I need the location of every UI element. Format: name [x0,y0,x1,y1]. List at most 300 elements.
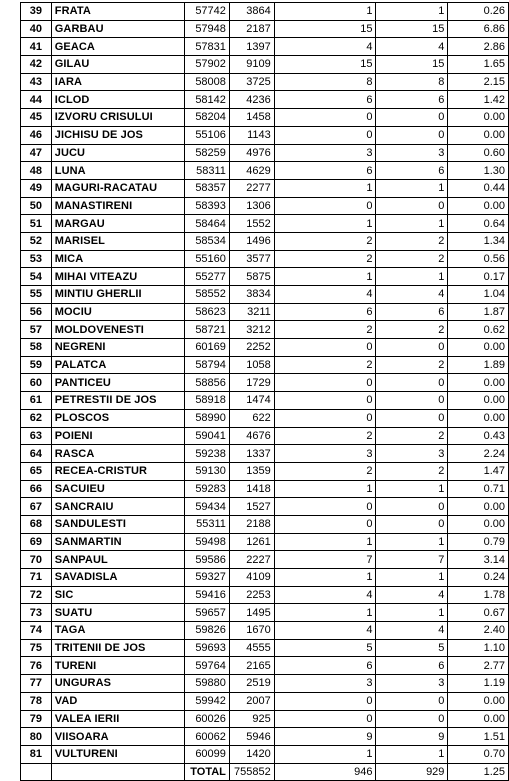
table-row [21,126,509,144]
count-a: 2 [274,356,376,374]
percentage: 0.00 [448,109,509,127]
percentage: 1.47 [448,462,509,480]
count-b: 6 [376,657,448,675]
count-b: 5 [376,639,448,657]
count-a: 8 [274,73,376,91]
locality-name: MOCIU [51,303,184,321]
row-number: 71 [21,569,52,587]
population: 3725 [229,73,274,91]
count-b: 1 [376,3,448,21]
siruta-code: 59657 [185,604,230,622]
siruta-code: 59283 [185,480,230,498]
population: 1397 [229,38,274,56]
siruta-code: 59880 [185,675,230,693]
count-b: 1 [376,215,448,233]
percentage: 1.65 [448,56,509,74]
locality-name: SIC [51,586,184,604]
table-row [21,445,509,463]
total-row [21,763,509,781]
row-number: 43 [21,73,52,91]
row-number: 79 [21,710,52,728]
table-row [21,533,509,551]
percentage: 1.87 [448,303,509,321]
population: 1359 [229,462,274,480]
table-row [21,392,509,410]
siruta-code: 59130 [185,462,230,480]
siruta-code: 58794 [185,356,230,374]
table-row [21,710,509,728]
percentage: 0.62 [448,321,509,339]
percentage: 0.00 [448,197,509,215]
count-b: 2 [376,321,448,339]
siruta-code: 59826 [185,622,230,640]
population: 5946 [229,728,274,746]
percentage: 0.00 [448,692,509,710]
percentage: 2.15 [448,73,509,91]
siruta-code: 59942 [185,692,230,710]
population: 4629 [229,162,274,180]
row-number: 44 [21,91,52,109]
row-number: 75 [21,639,52,657]
percentage: 1.89 [448,356,509,374]
locality-name: NEGRENI [51,339,184,357]
count-a: 15 [274,20,376,38]
percentage: 0.00 [448,374,509,392]
locality-name: VAD [51,692,184,710]
locality-name: TAGA [51,622,184,640]
count-a: 0 [274,197,376,215]
locality-name: IARA [51,73,184,91]
count-a: 1 [274,745,376,763]
table-row [21,215,509,233]
count-b: 6 [376,91,448,109]
percentage: 1.19 [448,675,509,693]
locality-name: GEACA [51,38,184,56]
count-a: 7 [274,551,376,569]
siruta-code: 59327 [185,569,230,587]
percentage: 0.17 [448,268,509,286]
percentage: 0.71 [448,480,509,498]
table-row [21,462,509,480]
count-a: 0 [274,109,376,127]
population: 925 [229,710,274,728]
locality-name: MINTIU GHERLII [51,286,184,304]
row-number: 60 [21,374,52,392]
population: 2277 [229,179,274,197]
count-a: 1 [274,3,376,21]
siruta-code: 55160 [185,250,230,268]
count-b: 0 [376,197,448,215]
count-b: 6 [376,303,448,321]
population: 1527 [229,498,274,516]
population: 3834 [229,286,274,304]
locality-name: VULTURENI [51,745,184,763]
count-b: 2 [376,462,448,480]
table-row [21,232,509,250]
count-b: 6 [376,162,448,180]
percentage: 0.70 [448,745,509,763]
total-pct: 1.25 [448,763,509,781]
row-number: 66 [21,480,52,498]
siruta-code: 59416 [185,586,230,604]
locality-name: PLOSCOS [51,409,184,427]
population: 1261 [229,533,274,551]
locality-name: FRATA [51,3,184,21]
row-number: 62 [21,409,52,427]
locality-name: PALATCA [51,356,184,374]
population: 9109 [229,56,274,74]
locality-name: MAGURI-RACATAU [51,179,184,197]
table-row [21,144,509,162]
locality-name: MICA [51,250,184,268]
count-b: 1 [376,604,448,622]
locality-name: ICLOD [51,91,184,109]
population: 622 [229,409,274,427]
row-number: 53 [21,250,52,268]
siruta-code: 60062 [185,728,230,746]
percentage: 1.10 [448,639,509,657]
percentage: 0.00 [448,710,509,728]
siruta-code: 58204 [185,109,230,127]
row-number: 77 [21,675,52,693]
siruta-code: 58311 [185,162,230,180]
count-a: 6 [274,162,376,180]
table-row [21,374,509,392]
population: 3211 [229,303,274,321]
population: 1458 [229,109,274,127]
data-table [20,2,509,781]
population: 1496 [229,232,274,250]
population: 2007 [229,692,274,710]
siruta-code: 57831 [185,38,230,56]
percentage: 1.34 [448,232,509,250]
row-number: 73 [21,604,52,622]
table-row [21,339,509,357]
count-b: 1 [376,745,448,763]
locality-name: GILAU [51,56,184,74]
count-a: 2 [274,232,376,250]
population: 1474 [229,392,274,410]
table-row [21,303,509,321]
siruta-code: 57902 [185,56,230,74]
count-b: 2 [376,250,448,268]
row-number: 69 [21,533,52,551]
count-a: 4 [274,286,376,304]
percentage: 2.86 [448,38,509,56]
percentage: 0.60 [448,144,509,162]
row-number: 42 [21,56,52,74]
table-row [21,498,509,516]
row-number: 47 [21,144,52,162]
count-b: 8 [376,73,448,91]
count-a: 5 [274,639,376,657]
locality-name: POIENI [51,427,184,445]
percentage: 0.00 [448,515,509,533]
table-row [21,356,509,374]
table-row [21,604,509,622]
siruta-code: 58008 [185,73,230,91]
population: 2252 [229,339,274,357]
population: 3212 [229,321,274,339]
locality-name: MARISEL [51,232,184,250]
count-b: 4 [376,586,448,604]
locality-name: JUCU [51,144,184,162]
count-b: 1 [376,179,448,197]
siruta-code: 59238 [185,445,230,463]
locality-name: PANTICEU [51,374,184,392]
count-a: 2 [274,250,376,268]
row-number: 55 [21,286,52,304]
percentage: 1.51 [448,728,509,746]
siruta-code: 58918 [185,392,230,410]
count-b: 3 [376,144,448,162]
count-a: 6 [274,91,376,109]
count-b: 1 [376,569,448,587]
count-a: 1 [274,268,376,286]
spreadsheet [20,2,509,781]
population: 1670 [229,622,274,640]
count-b: 0 [376,392,448,410]
total-col1: 946 [274,763,376,781]
count-b: 7 [376,551,448,569]
percentage: 1.42 [448,91,509,109]
row-number: 45 [21,109,52,127]
count-a: 2 [274,427,376,445]
locality-name: VALEA IERII [51,710,184,728]
table-row [21,250,509,268]
table-row [21,639,509,657]
count-a: 0 [274,339,376,357]
row-number: 81 [21,745,52,763]
row-number: 57 [21,321,52,339]
count-a: 1 [274,569,376,587]
population: 2188 [229,515,274,533]
percentage: 0.00 [448,126,509,144]
siruta-code: 59693 [185,639,230,657]
siruta-code: 59498 [185,533,230,551]
population: 4236 [229,91,274,109]
locality-name: TURENI [51,657,184,675]
table-row [21,427,509,445]
locality-name: MOLDOVENESTI [51,321,184,339]
locality-name: UNGURAS [51,675,184,693]
siruta-code: 59764 [185,657,230,675]
siruta-code: 59586 [185,551,230,569]
percentage: 1.30 [448,162,509,180]
population: 2519 [229,675,274,693]
row-number: 68 [21,515,52,533]
locality-name: VIISOARA [51,728,184,746]
count-b: 15 [376,56,448,74]
count-b: 1 [376,533,448,551]
locality-name: JICHISU DE JOS [51,126,184,144]
count-a: 0 [274,692,376,710]
count-a: 2 [274,321,376,339]
population: 3864 [229,3,274,21]
percentage: 2.77 [448,657,509,675]
population: 1143 [229,126,274,144]
count-b: 0 [376,498,448,516]
siruta-code: 58534 [185,232,230,250]
row-number: 46 [21,126,52,144]
population: 2187 [229,20,274,38]
siruta-code: 60169 [185,339,230,357]
count-b: 0 [376,710,448,728]
table-row [21,286,509,304]
siruta-code: 60099 [185,745,230,763]
locality-name: SANCRAIU [51,498,184,516]
siruta-code: 58721 [185,321,230,339]
locality-name: IZVORU CRISULUI [51,109,184,127]
table-row [21,480,509,498]
count-a: 3 [274,144,376,162]
locality-name: MARGAU [51,215,184,233]
table-row [21,56,509,74]
table-row [21,728,509,746]
locality-name: SANPAUL [51,551,184,569]
row-number: 50 [21,197,52,215]
row-number: 64 [21,445,52,463]
count-a: 6 [274,303,376,321]
row-number: 58 [21,339,52,357]
row-number: 56 [21,303,52,321]
population: 3577 [229,250,274,268]
locality-name: SAVADISLA [51,569,184,587]
count-b: 0 [376,409,448,427]
count-a: 0 [274,710,376,728]
locality-name: SANMARTIN [51,533,184,551]
population: 1420 [229,745,274,763]
count-b: 4 [376,622,448,640]
population: 2253 [229,586,274,604]
count-a: 1 [274,480,376,498]
percentage: 0.00 [448,392,509,410]
total-blank-cell [51,763,184,781]
table-row [21,622,509,640]
count-a: 3 [274,445,376,463]
count-a: 0 [274,374,376,392]
count-b: 4 [376,38,448,56]
locality-name: MIHAI VITEAZU [51,268,184,286]
count-a: 1 [274,215,376,233]
table-row [21,162,509,180]
percentage: 0.24 [448,569,509,587]
locality-name: MANASTIRENI [51,197,184,215]
count-b: 4 [376,286,448,304]
siruta-code: 58393 [185,197,230,215]
count-a: 0 [274,409,376,427]
table-row [21,3,509,21]
count-a: 3 [274,675,376,693]
count-a: 4 [274,586,376,604]
total-label: TOTAL [185,763,230,781]
percentage: 0.00 [448,339,509,357]
row-number: 78 [21,692,52,710]
population: 4109 [229,569,274,587]
percentage: 0.43 [448,427,509,445]
locality-name: LUNA [51,162,184,180]
row-number: 39 [21,3,52,21]
population: 4555 [229,639,274,657]
count-b: 0 [376,374,448,392]
table-row [21,91,509,109]
total-population: 755852 [229,763,274,781]
siruta-code: 55277 [185,268,230,286]
population: 1337 [229,445,274,463]
percentage: 0.26 [448,3,509,21]
count-a: 1 [274,533,376,551]
count-b: 0 [376,339,448,357]
count-a: 9 [274,728,376,746]
percentage: 0.00 [448,409,509,427]
percentage: 1.04 [448,286,509,304]
population: 1306 [229,197,274,215]
row-number: 52 [21,232,52,250]
table-row [21,745,509,763]
count-b: 0 [376,109,448,127]
count-b: 1 [376,480,448,498]
count-b: 3 [376,675,448,693]
locality-name: TRITENII DE JOS [51,639,184,657]
siruta-code: 60026 [185,710,230,728]
table-row [21,569,509,587]
locality-name: RECEA-CRISTUR [51,462,184,480]
count-b: 9 [376,728,448,746]
count-b: 0 [376,515,448,533]
count-a: 1 [274,179,376,197]
siruta-code: 57948 [185,20,230,38]
count-a: 0 [274,126,376,144]
population: 1729 [229,374,274,392]
table-row [21,586,509,604]
count-b: 2 [376,427,448,445]
row-number: 63 [21,427,52,445]
count-a: 0 [274,515,376,533]
percentage: 1.78 [448,586,509,604]
percentage: 0.44 [448,179,509,197]
population: 1495 [229,604,274,622]
siruta-code: 58142 [185,91,230,109]
population: 4976 [229,144,274,162]
table-row [21,20,509,38]
siruta-code: 58259 [185,144,230,162]
row-number: 70 [21,551,52,569]
siruta-code: 57742 [185,3,230,21]
count-a: 15 [274,56,376,74]
row-number: 40 [21,20,52,38]
locality-name: RASCA [51,445,184,463]
siruta-code: 58856 [185,374,230,392]
percentage: 2.40 [448,622,509,640]
row-number: 65 [21,462,52,480]
row-number: 67 [21,498,52,516]
row-number: 72 [21,586,52,604]
count-b: 0 [376,126,448,144]
row-number: 74 [21,622,52,640]
percentage: 0.00 [448,498,509,516]
count-a: 2 [274,462,376,480]
siruta-code: 58552 [185,286,230,304]
count-b: 0 [376,692,448,710]
table-row [21,409,509,427]
count-a: 6 [274,657,376,675]
siruta-code: 58623 [185,303,230,321]
table-row [21,551,509,569]
table-row [21,268,509,286]
population: 1552 [229,215,274,233]
locality-name: SUATU [51,604,184,622]
count-b: 1 [376,268,448,286]
